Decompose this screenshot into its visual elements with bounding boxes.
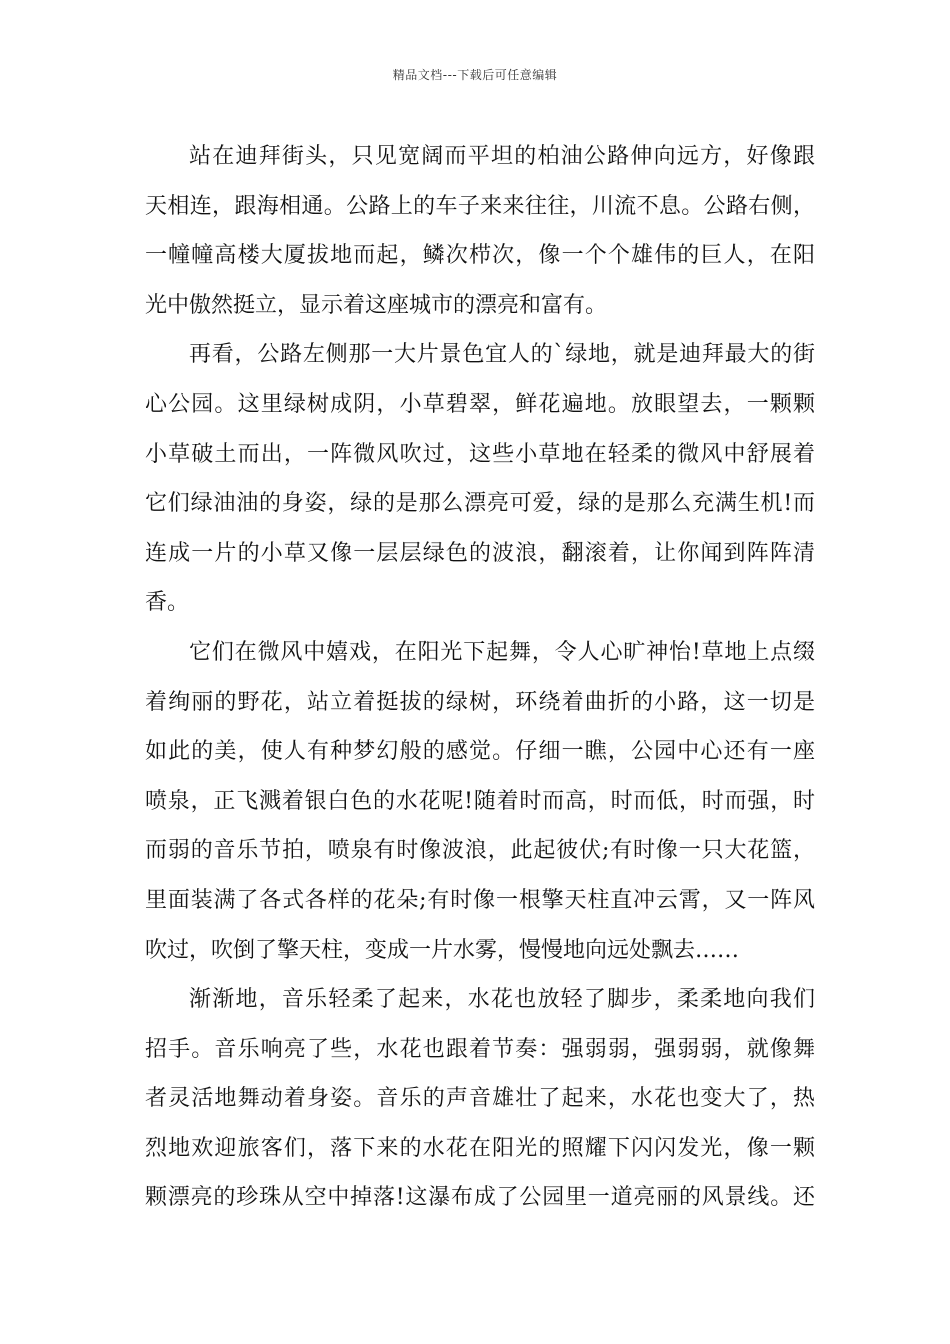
text-line: 一幢幢高楼大厦拔地而起，鳞次栉次，像一个个雄伟的巨人，在阳 bbox=[145, 243, 815, 269]
text-line: 站在迪拜街头，只见宽阔而平坦的柏油公路伸向远方，好像跟 bbox=[189, 144, 815, 169]
text-line: 它们绿油油的身姿，绿的是那么漂亮可爱，绿的是那么充满生机!而 bbox=[145, 491, 815, 517]
text-line: 连成一片的小草又像一层层绿色的波浪，翻滚着，让你闻到阵阵清 bbox=[145, 540, 815, 566]
text-line: 渐渐地，音乐轻柔了起来，水花也放轻了脚步，柔柔地向我们 bbox=[189, 987, 815, 1013]
text-line: 它们在微风中嬉戏，在阳光下起舞，令人心旷神怡!草地上点缀 bbox=[189, 639, 815, 665]
text-line: 天相连，跟海相通。公路上的车子来来往往，川流不息。公路右侧， bbox=[145, 193, 815, 219]
text-line: 喷泉，正飞溅着银白色的水花呢!随着时而高，时而低，时而强，时 bbox=[145, 788, 815, 814]
text-line: 招手。音乐响亮了些，水花也跟着节奏：强弱弱，强弱弱，就像舞 bbox=[145, 1036, 815, 1062]
text-line: 心公园。这里绿树成阴，小草碧翠，鲜花遍地。放眼望去，一颗颗 bbox=[145, 391, 815, 417]
text-line: 里面装满了各式各样的花朵;有时像一根擎天柱直冲云霄，又一阵风 bbox=[145, 887, 815, 913]
text-line: 再看，公路左侧那一大片景色宜人的`绿地，就是迪拜最大的街 bbox=[189, 342, 815, 368]
text-line: 香。 bbox=[145, 590, 190, 616]
text-line: 烈地欢迎旅客们，落下来的水花在阳光的照耀下闪闪发光，像一颗 bbox=[145, 1135, 815, 1161]
document-body bbox=[145, 132, 815, 1223]
text-line: 如此的美，使人有种梦幻般的感觉。仔细一瞧，公园中心还有一座 bbox=[145, 739, 815, 765]
text-line: 者灵活地舞动着身姿。音乐的声音雄壮了起来，水花也变大了，热 bbox=[145, 1086, 815, 1112]
text-line: 小草破土而出，一阵微风吹过，这些小草地在轻柔的微风中舒展着 bbox=[145, 441, 815, 467]
text-line: 着绚丽的野花，站立着挺拔的绿树，环绕着曲折的小路，这一切是 bbox=[145, 689, 815, 715]
page-header: 精品文档---下载后可任意编辑 bbox=[392, 68, 558, 82]
text-line: 吹过，吹倒了擎天柱，变成一片水雾，慢慢地向远处飘去…… bbox=[145, 937, 740, 963]
text-line: 光中傲然挺立，显示着这座城市的漂亮和富有。 bbox=[145, 292, 608, 318]
text-line: 颗漂亮的珍珠从空中掉落!这瀑布成了公园里一道亮丽的风景线。还 bbox=[145, 1185, 815, 1211]
text-line: 而弱的音乐节拍，喷泉有时像波浪，此起彼伏;有时像一只大花篮， bbox=[145, 838, 815, 864]
